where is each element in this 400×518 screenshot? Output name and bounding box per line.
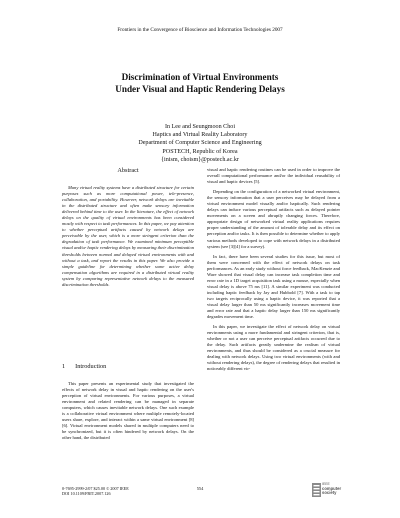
title-line-1: Discrimination of Virtual Environments xyxy=(121,72,279,82)
logo-line-2: society xyxy=(322,490,337,496)
ieee-logo-icon xyxy=(312,483,321,497)
author-department: Department of Computer Science and Engineering xyxy=(138,140,262,147)
author-block xyxy=(0,123,400,164)
page-number: 554 xyxy=(196,486,204,491)
title-line-2: Under Visual and Haptic Rendering Delays xyxy=(115,83,285,94)
abstract-heading: Abstract xyxy=(117,167,139,174)
intro-heading xyxy=(62,363,106,371)
intro-section-title: Introduction xyxy=(75,363,107,370)
body-paragraph: Depending on the configuration of a networked virtual environment, the sensory information that a user perceives may be delayed from a virtual environment model visually and/or haptically. Such rendering delays can induce various perceptual artifacts such as delayed pointer movements on a screen and abruptly changing forces. Therefore, appropriate design of networked virtual reality applications requires proper understanding of the amount of tolerable delay and its effect on perception and/or tasks. It is then possible to determine whether to apply various methods developed to cope with network delays in a distributed system (see [3][4] for a survey). xyxy=(207,189,340,249)
body-paragraph: In fact, there have been several studies for this issue, but most of them were concerned with the effect of network delays on task performances. As an early study without force feedback, MacKenzie and Ware showed that visual delay can increase task completion time and error rate in a 1D target acquisition task using a mouse, especially when visual delay is above 75 ms [11]. A similar experiment was conducted including haptic feedback by Jay and Hubbold [7]. With a task to tap two targets reciprocally using a haptic device, it was reported that a visual delay larger than 50 ms significantly increases movement time and error rate and that a haptic delay larger than 150 ms significantly degrades movement time. xyxy=(207,253,340,320)
body-paragraph: visual and haptic rendering routines can be used in order to improve the overall computational performance and/or the individual reusability of visual and haptic devices [5]. xyxy=(207,167,340,185)
intro-text: This paper presents an experimental study that investigated the effects of network delay in visual and haptic rendering on the user's perception of virtual environments. For various purposes, a virtual environment and related rendering can be managed in separate computers, which causes inevitable network delays. One such example is a collaborative virtual environment where multiple remotely-located users share, explore, and interact within a same virtual environment [8][6]. Virtual environment models shared in multiple computers need to be synchronized, but it is often hindered by network delays. On the other hand, the distributed xyxy=(62,381,194,441)
author-university: POSTECH, Republic of Korea xyxy=(162,148,238,155)
abstract-text: Many virtual reality systems have a distributed structure for certain purposes such as more computational power, tele-presence, collaboration, and portability. However, network delays are inevitable in the distributed structure and often make sensory information delivered behind time to the user. In the literature, the effect of network delays on the quality of virtual environments has been considered mostly with respect to task performances. In this paper, we pay attention to whether perceptual artifacts caused by network delays are perceivable by the user, which is a more stringent criterion than the degradation of task performance. We examined minimum perceptible visual and/or haptic rendering delays by measuring their discrimination thresholds between normal and delayed virtual environments with and without a task, and report the results in this paper. We also provide a simple guideline for determining whether some active delay compensation algorithms are required in a distributed virtual reality system by comparing representative network delays to the measured discrimination thresholds. xyxy=(62,185,194,287)
intro-section-number: 1 xyxy=(62,363,66,370)
author-lab: Haptics and Virtual Reality Laboratory xyxy=(152,132,248,139)
ieee-computer-society-logo xyxy=(312,481,342,499)
left-column xyxy=(62,167,194,288)
right-column xyxy=(207,167,340,377)
footer-doi: DOI 10.1109/FBIT.2007.126 xyxy=(62,491,111,497)
logo-line-1: computer xyxy=(322,485,342,491)
running-head: Frontiers in the Convergence of Bioscience and Information Technologies 2007 xyxy=(117,27,283,33)
paper-title xyxy=(0,72,400,95)
logo-prefix: IEEE xyxy=(322,482,330,486)
footer-isbn: 0-7695-2999-2/07 $25.00 © 2007 IEEE xyxy=(62,486,129,491)
author-names: In Lee and Seungmoon Choi xyxy=(164,124,236,130)
logo-wordmark xyxy=(322,482,341,496)
body-paragraph: In this paper, we investigate the effect of network delay on virtual environments using a more fundamental and stringent criterion, that is, whether or not a user can perceive perceptual artifacts occurred due to the delay. Such artifacts greatly undermine the realism of virtual environments, and thus should be considered as a crucial measure for dealing with network delays. Using two virtual environments (with and without rendering delays), the degree of rendering delays that resulted in noticeably different vir- xyxy=(207,324,340,372)
author-email: {inism, choism}@postech.ac.kr xyxy=(161,156,239,163)
